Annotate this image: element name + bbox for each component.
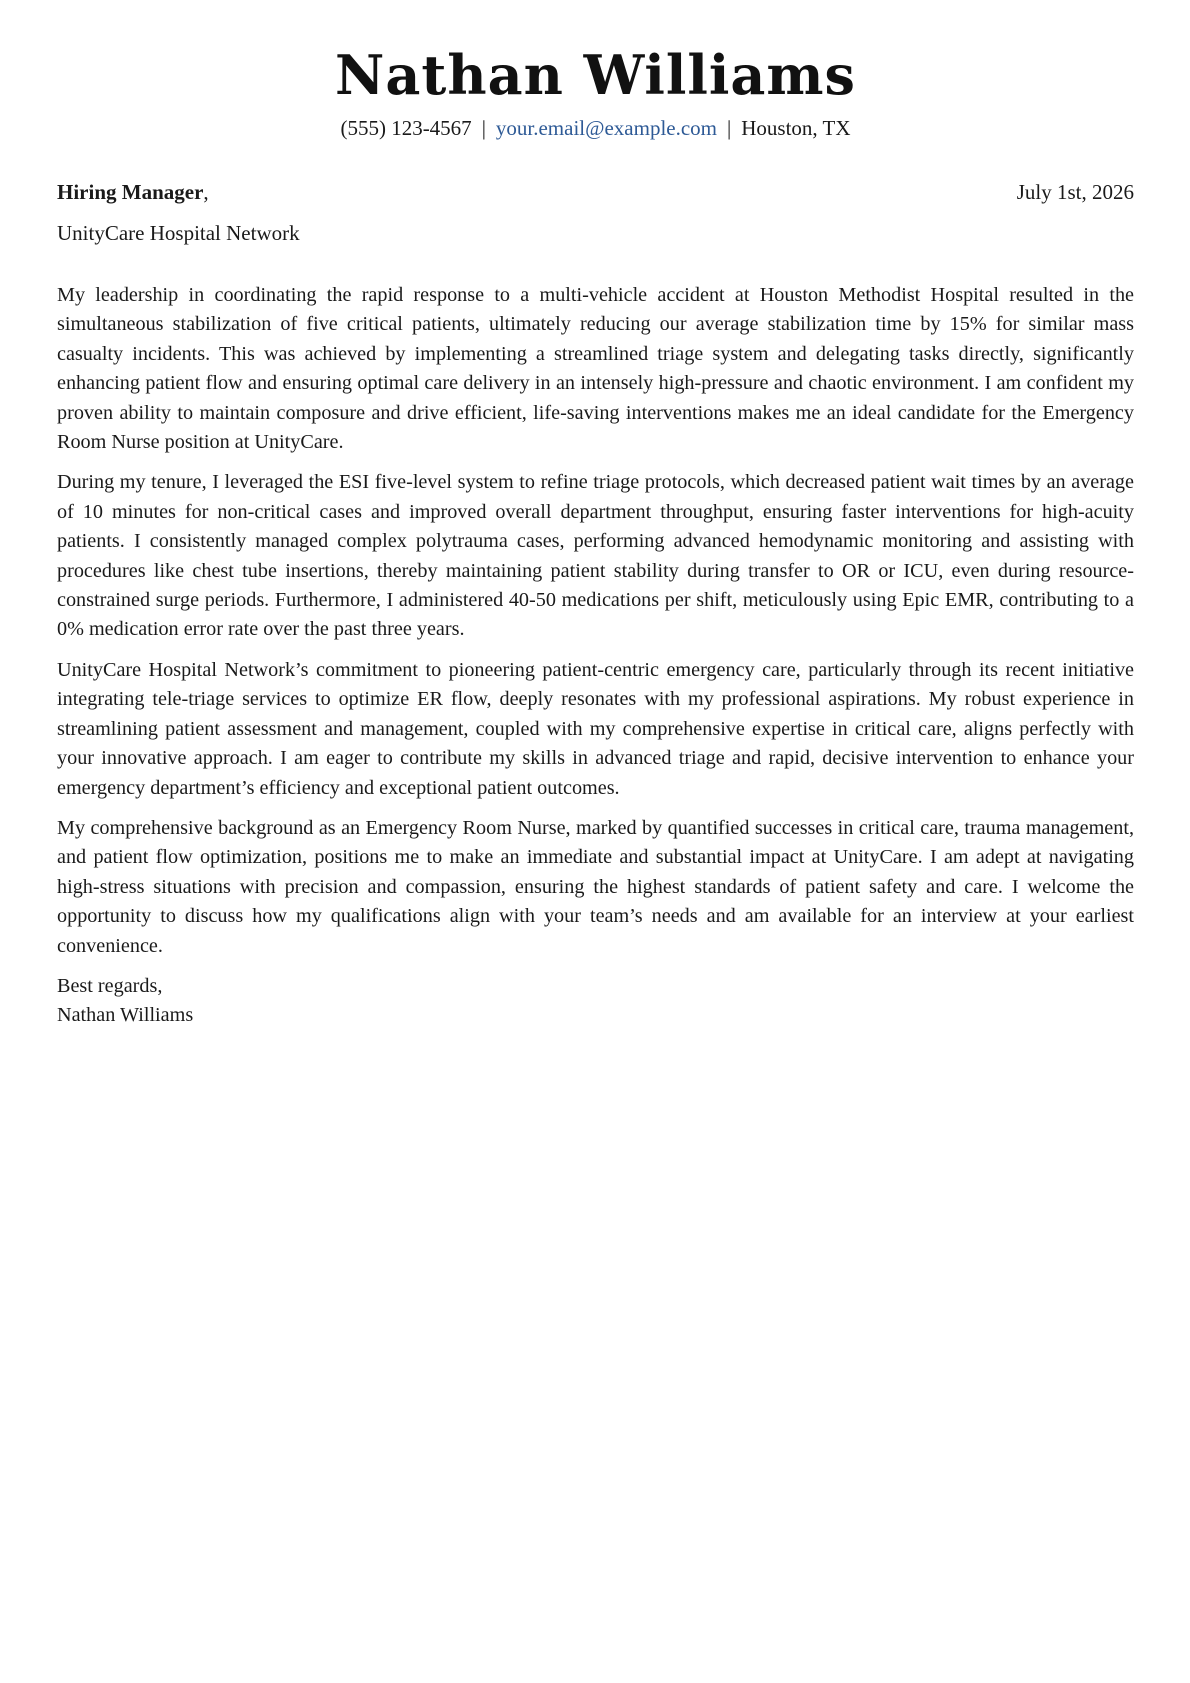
signature-name: Nathan Williams bbox=[57, 1004, 194, 1027]
recipient-company: UnityCare Hospital Network bbox=[57, 221, 300, 245]
body-paragraph: UnityCare Hospital Network’s commitment to pioneering patient-centric emergency care, particularly through its recent initiative integrating tele-triage services to optimize ER flow, deeply resonates with my professional aspirations. My robust experience in streamlining patient assessment and management, coupled with my comprehensive expertise in critical care, aligns perfectly with your innovative approach. I am eager to contribute my skills in advanced triage and rapid, decisive intervention to enhance your emergency department’s efficiency and exceptional patient outcomes. bbox=[57, 658, 1134, 799]
body-paragraph: My comprehensive background as an Emergency Room Nurse, marked by quantified successes in critical care, trauma management, and patient flow optimization, positions me to make an immediate and substantial impact at UnityCare. I am adept at navigating high-stress situations with precision and compassion, ensuring the highest standards of patient safety and care. I welcome the opportunity to discuss how my qualifications align with your team’s needs and am available for an interview at your earliest convenience. bbox=[57, 816, 1134, 957]
body-paragraph: During my tenure, I leveraged the ESI five-level system to refine triage protocols, which decreased patient wait times by an average of 10 minutes for non-critical cases and improved overall department throughput, ensuring faster interventions for high-acuity patients. I consistently managed complex polytrauma cases, performing advanced hemodynamic monitoring and assisting with procedures like chest tube insertions, thereby maintaining patient stability during transfer to OR or ICU, even during resource-constrained surge periods. Furthermore, I administered 40-50 medications per shift, meticulously using Epic EMR, contributing to a 0% medication error rate over the past three years. bbox=[57, 471, 1134, 641]
letter-body bbox=[57, 281, 1134, 1031]
letter-date: July 1st, 2026 bbox=[1016, 180, 1134, 204]
contact-separator: | bbox=[727, 116, 732, 140]
applicant-name: Nathan Williams bbox=[335, 43, 856, 107]
phone-number: (555) 123-4567 bbox=[340, 116, 472, 140]
email-link[interactable]: your.email@example.com bbox=[495, 116, 718, 140]
body-paragraph: My leadership in coordinating the rapid response to a multi-vehicle accident at Houston Methodist Hospital resulted in the simultaneous stabilization of five critical patients, ultimately reducing our average stabilization time by 15% for similar mass casualty incidents. This was achieved by implementing a streamlined triage system and delegating tasks directly, significantly enhancing patient flow and ensuring optimal care delivery in an intensely high-pressure and chaotic environment. I am confident my proven ability to maintain composure and drive efficient, life-saving interventions makes me an ideal candidate for the Emergency Room Nurse position at UnityCare. bbox=[57, 284, 1134, 454]
salutation-recipient: Hiring Manager bbox=[57, 180, 204, 204]
salutation bbox=[57, 178, 209, 206]
recipient-date-row bbox=[57, 178, 1134, 206]
contact-line bbox=[57, 114, 1134, 142]
salutation-suffix: , bbox=[203, 180, 209, 204]
location: Houston, TX bbox=[741, 116, 851, 140]
closing-phrase: Best regards, bbox=[57, 974, 163, 997]
closing-block bbox=[57, 972, 1134, 1031]
contact-separator: | bbox=[481, 116, 486, 140]
